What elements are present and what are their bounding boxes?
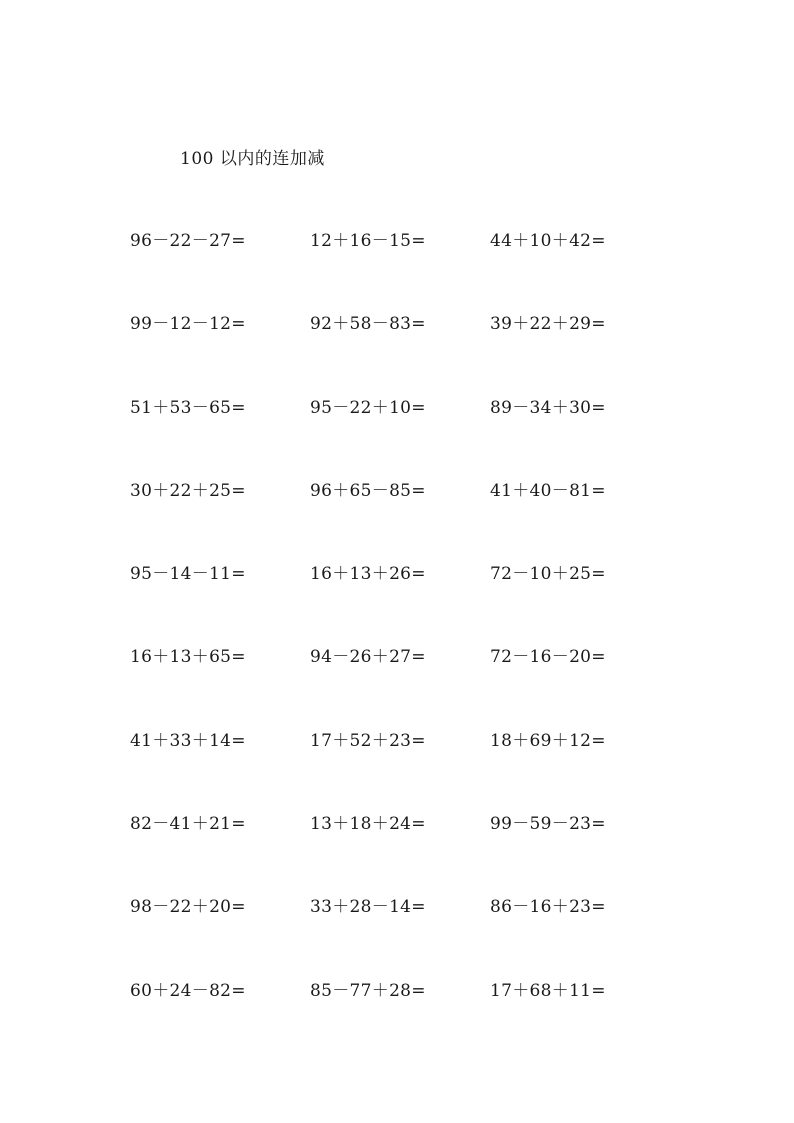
math-problem: 12＋16－15= bbox=[310, 231, 426, 251]
math-problem: 41＋40－81= bbox=[490, 480, 606, 501]
math-problem: 99－12－12= bbox=[130, 314, 246, 335]
math-problem: 39＋22＋29= bbox=[490, 314, 606, 335]
math-problem: 92＋58－83= bbox=[310, 314, 426, 335]
math-problem: 16＋13＋65= bbox=[130, 647, 246, 668]
problem-grid bbox=[130, 230, 670, 1063]
math-problem: 95－14－11= bbox=[130, 564, 246, 585]
math-problem: 72－16－20= bbox=[490, 647, 606, 668]
math-problem: 85－77＋28= bbox=[310, 980, 426, 1001]
math-problem: 44＋10＋42= bbox=[490, 231, 606, 251]
math-problem: 18＋69＋12= bbox=[490, 730, 606, 751]
math-problem: 41＋33＋14= bbox=[130, 730, 246, 751]
math-problem: 16＋13＋26= bbox=[310, 564, 426, 585]
math-problem: 72－10＋25= bbox=[490, 564, 606, 585]
math-problem: 94－26＋27= bbox=[310, 647, 426, 668]
math-problem: 33＋28－14= bbox=[310, 897, 426, 918]
math-problem: 17＋52＋23= bbox=[310, 730, 426, 751]
math-problem: 86－16＋23= bbox=[490, 897, 606, 918]
math-problem: 96＋65－85= bbox=[310, 480, 426, 501]
math-problem: 13＋18＋24= bbox=[310, 814, 426, 835]
math-problem: 99－59－23= bbox=[490, 814, 606, 835]
math-problem: 60＋24－82= bbox=[130, 980, 246, 1001]
math-problem: 98－22＋20= bbox=[130, 897, 246, 918]
math-problem: 89－34＋30= bbox=[490, 397, 606, 418]
math-problem: 96－22－27= bbox=[130, 231, 246, 251]
math-problem: 30＋22＋25= bbox=[130, 480, 246, 501]
math-problem: 95－22＋10= bbox=[310, 397, 426, 418]
math-problem: 82－41＋21= bbox=[130, 814, 246, 835]
math-problem: 17＋68＋11= bbox=[490, 980, 606, 1001]
math-problem: 51＋53－65= bbox=[130, 397, 246, 418]
page-title: 100 以内的连加减 bbox=[180, 149, 325, 169]
